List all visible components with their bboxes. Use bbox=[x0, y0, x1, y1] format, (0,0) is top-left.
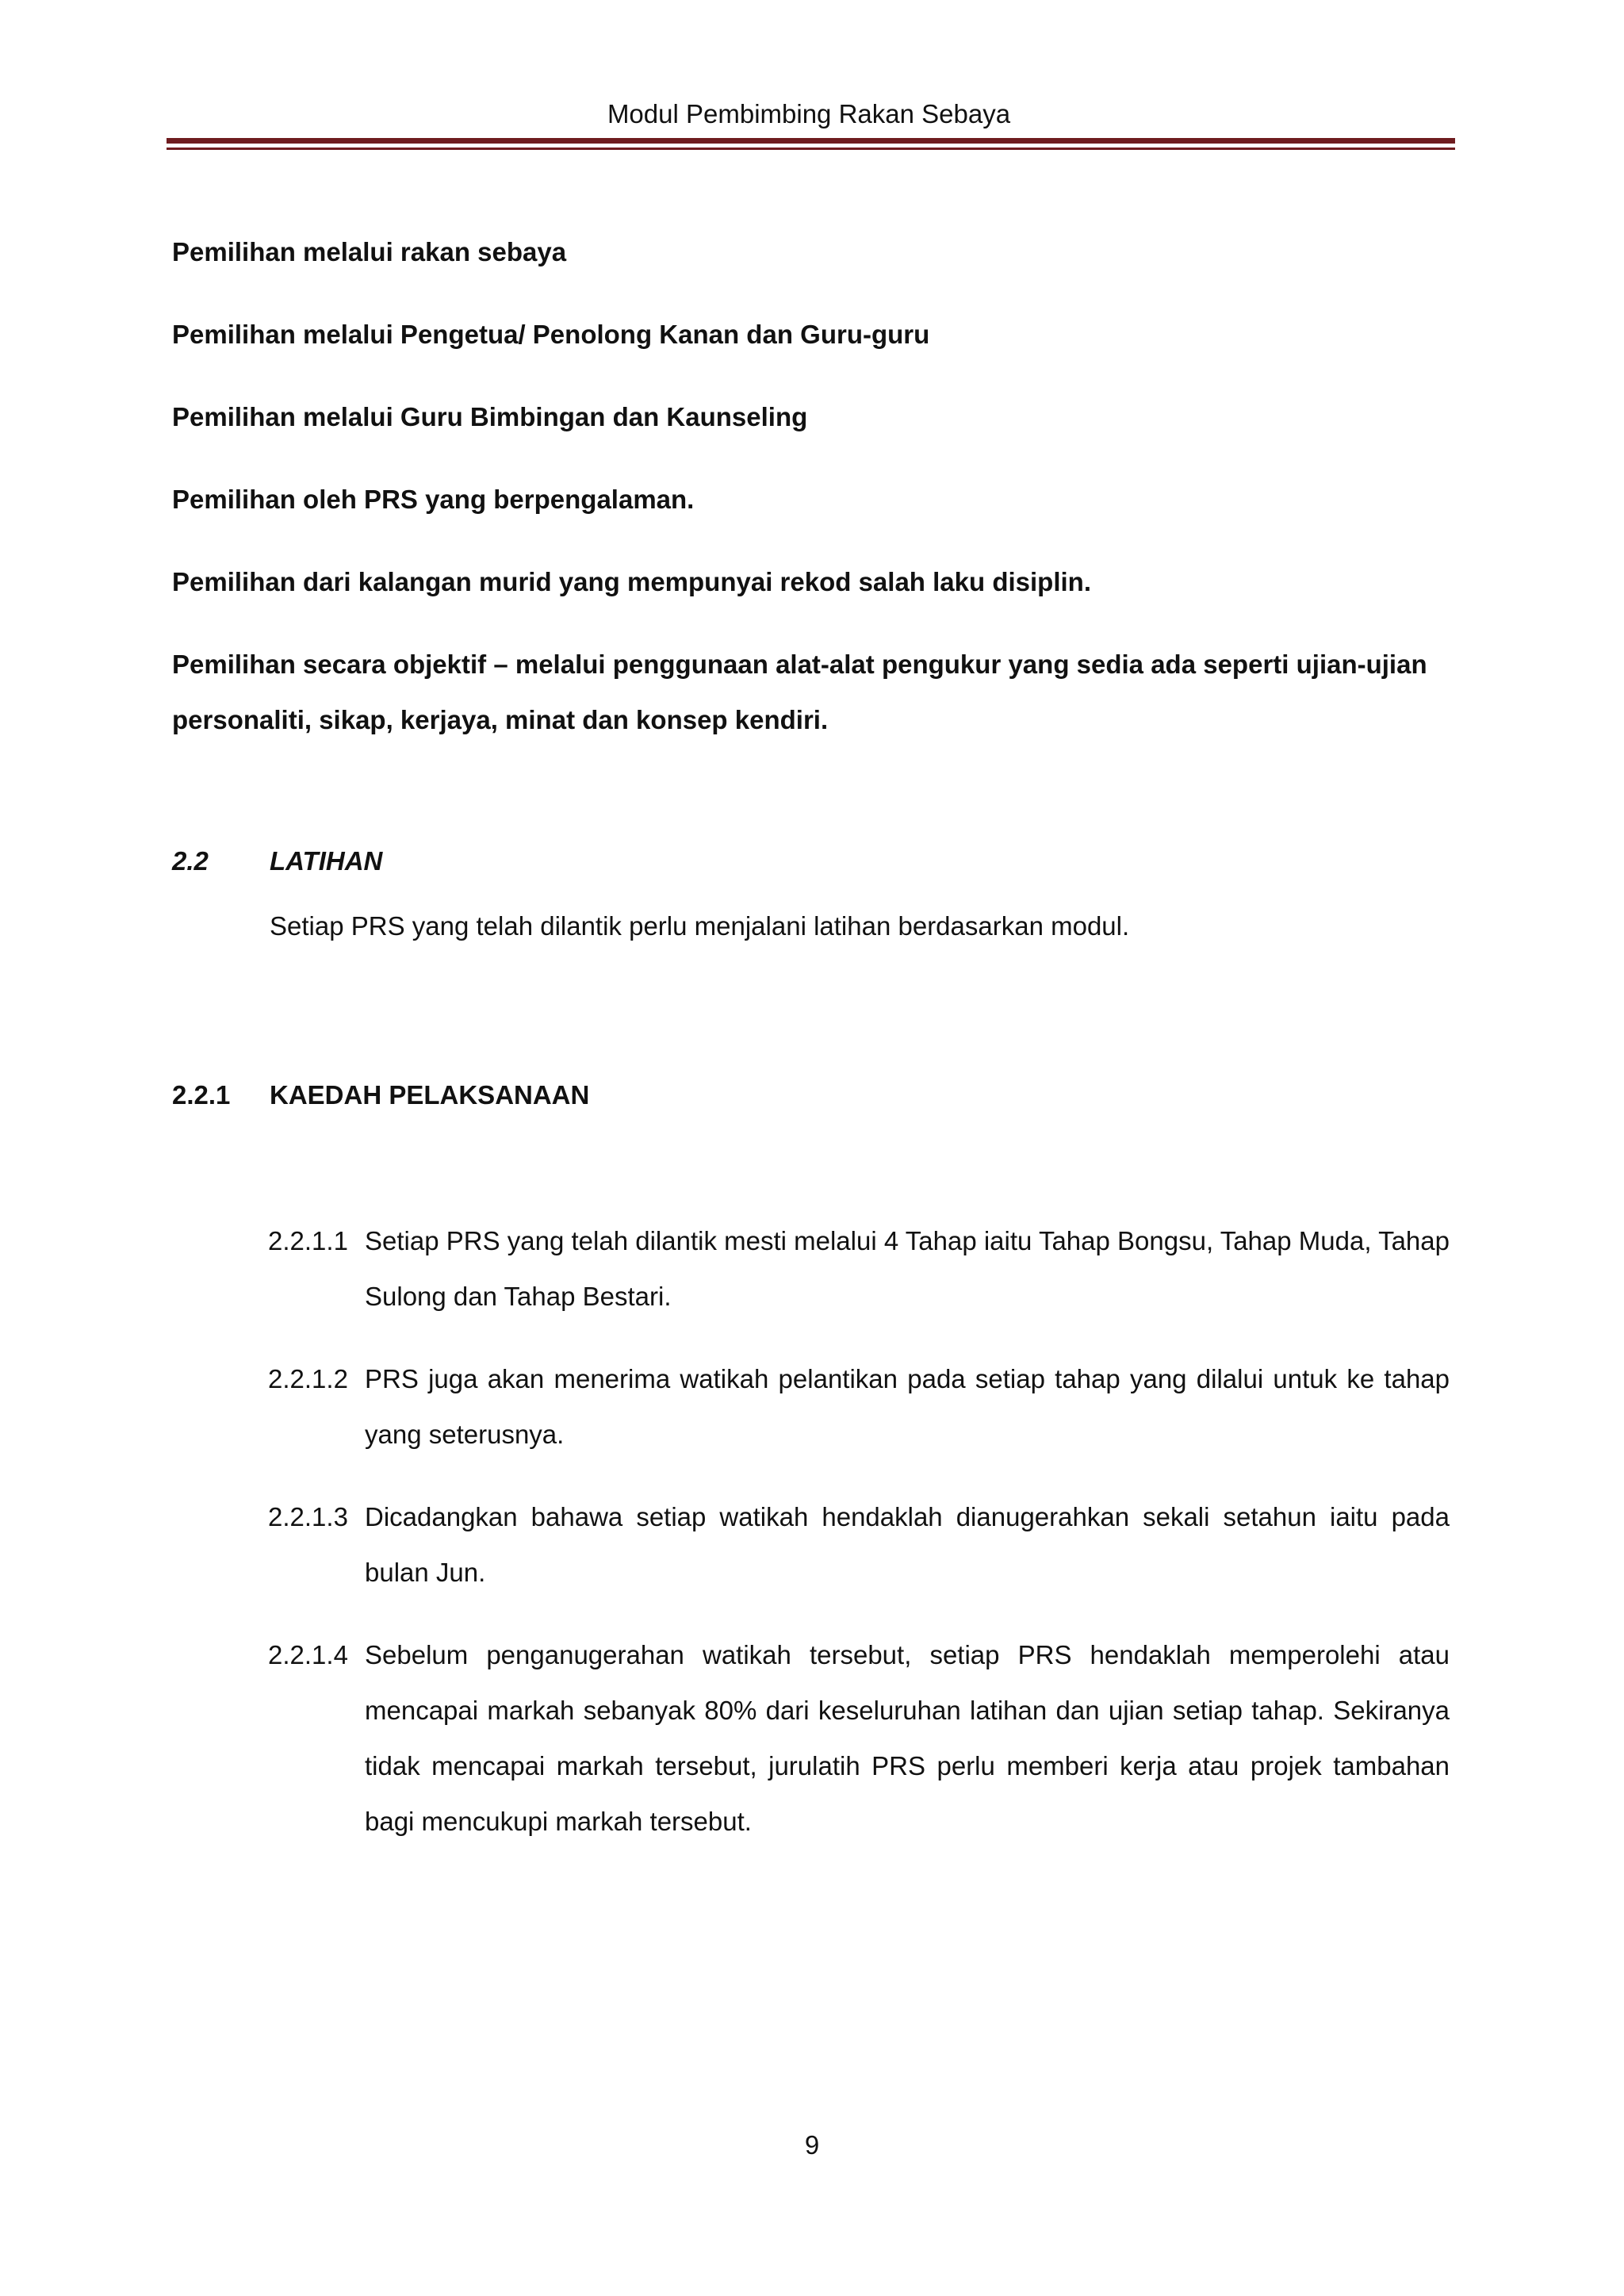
list-item-number: 2.2.1.1 bbox=[268, 1226, 348, 1255]
selection-item: Pemilihan melalui Pengetua/ Penolong Kanan dan Guru-guru bbox=[172, 320, 930, 349]
section-body: Setiap PRS yang telah dilantik perlu menjalani latihan berdasarkan modul. bbox=[270, 911, 1130, 941]
subsection-title: KAEDAH PELAKSANAAN bbox=[270, 1080, 590, 1110]
selection-item: Pemilihan secara objektif – melalui penggunaan alat-alat pengukur yang sedia ada seperti ujian-ujian personaliti, sikap, kerjaya, minat dan konsep kendiri. bbox=[172, 650, 1427, 734]
list-item-text: Dicadangkan bahawa setiap watikah hendaklah dianugerahkan sekali setahun iaitu pada bulan Jun. bbox=[365, 1502, 1450, 1587]
section-number: 2.2 bbox=[172, 846, 209, 876]
selection-item: Pemilihan melalui rakan sebaya bbox=[172, 237, 567, 266]
list-item-text: Setiap PRS yang telah dilantik mesti melalui 4 Tahap iaitu Tahap Bongsu, Tahap Muda, Tahap Sulong dan Tahap Bestari. bbox=[365, 1226, 1450, 1311]
list-item bbox=[268, 1351, 1450, 1462]
selection-item: Pemilihan melalui Guru Bimbingan dan Kaunseling bbox=[172, 402, 808, 431]
header-rule-thin bbox=[167, 148, 1455, 150]
list-item-text: PRS juga akan menerima watikah pelantikan pada setiap tahap yang dilalui untuk ke tahap yang seterusnya. bbox=[365, 1364, 1450, 1449]
header-rule-thick bbox=[167, 138, 1455, 144]
page-number: 9 bbox=[804, 2130, 820, 2160]
running-header: Modul Pembimbing Rakan Sebaya bbox=[607, 99, 1011, 128]
list-item bbox=[268, 1627, 1450, 1849]
list-item-number: 2.2.1.3 bbox=[268, 1502, 348, 1531]
selection-item: Pemilihan oleh PRS yang berpengalaman. bbox=[172, 485, 695, 514]
list-item-number: 2.2.1.2 bbox=[268, 1364, 348, 1393]
list-item bbox=[268, 1213, 1450, 1324]
selection-item: Pemilihan dari kalangan murid yang mempunyai rekod salah laku disiplin. bbox=[172, 567, 1091, 596]
section-title: LATIHAN bbox=[270, 846, 383, 876]
subsection-number: 2.2.1 bbox=[172, 1080, 231, 1110]
list-item bbox=[268, 1489, 1450, 1600]
list-item-number: 2.2.1.4 bbox=[268, 1640, 348, 1669]
list-item-text: Sebelum penganugerahan watikah tersebut, setiap PRS hendaklah memperolehi atau mencapai markah sebanyak 80% dari keseluruhan latihan dan ujian setiap tahap. Sekiranya tidak mencapai markah tersebut, jurulatih PRS perlu memberi kerja atau projek tambahan bagi mencukupi markah tersebut. bbox=[365, 1640, 1450, 1836]
